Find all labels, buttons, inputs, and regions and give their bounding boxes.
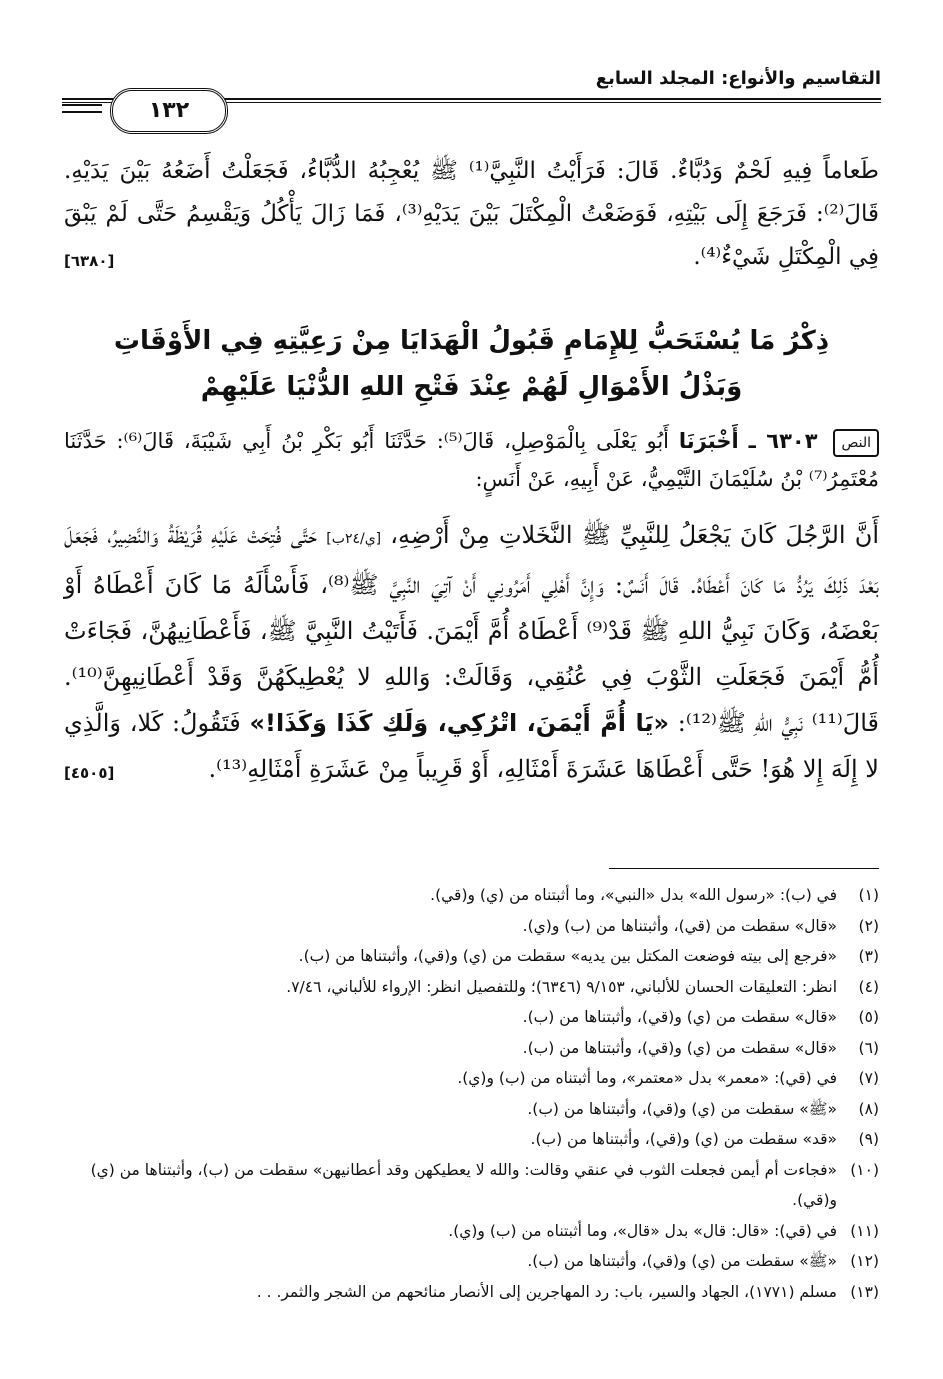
prophet-quote: «يَا أُمَّ أَيْمَنَ، اتْرُكِي، وَلَكِ كَذَا وَكَذَا!»: [249, 709, 670, 737]
footnote-separator: [609, 868, 879, 869]
section-heading-line-1: ذِكْرُ مَا يُسْتَحَبُّ لِلإِمَامِ قَبُولُ الْهَدَايَا مِنْ رَعِيَّتِهِ فِي الأَوْقَاتِ: [113, 326, 830, 356]
footnote: (٧) في (قي): «معمر» بدل «معتمر»، وما أثبتناه من (ب) و(ي).: [457, 1069, 879, 1087]
footnote: (٩) «قد» سقطت من (ي) و(قي)، وأثبتناها من (ب).: [530, 1130, 879, 1148]
footnote: (٤) انظر: التعليقات الحسان للألباني، ٩/١٥٣ (٦٣٤٦)؛ وللتفصيل انظر: الإرواء للألباني، ٧/٤٦.: [286, 977, 879, 996]
matn-part-3: فَتَقُولُ: كَلا، وَالَّذِي لا إِلَهَ إِلا هُوَ! حَتَّى أَعْطَاهَا عَشَرَةَ أَمْثَالِهِ، أَوْ قَرِيباً مِنْ عَشَرَةِ أَمْثَالِهِ⁽¹³⁾.: [64, 709, 879, 783]
manuscript-ref: [ي/٢٤ب]: [326, 531, 382, 547]
text-stamp-icon: النص: [833, 429, 879, 457]
footnote: (١) في (ب): «رسول الله» بدل «النبي»، وما أثبتناه من (ي) و(قي).: [430, 886, 879, 904]
footnote: (٦) «قال» سقطت من (ي) و(قي)، وأثبتناها من (ب).: [522, 1038, 879, 1057]
footnote: (١٢) «ﷺ» سقطت من (ي) و(قي)، وأثبتناها من (ب).: [527, 1252, 879, 1270]
hadith-akhbarana: أَخْبَرَنَا: [678, 429, 739, 453]
header-rule-left-upper: [62, 104, 102, 106]
page-header: [62, 66, 881, 136]
top-paragraph: [64, 150, 879, 283]
footnote: (٥) «قال» سقطت من (ي) و(قي)، وأثبتناها من (ب).: [522, 1008, 879, 1026]
section-heading-line-2: وَبَذْلُ الأَمْوَالِ لَهُمْ عِنْدَ فَتْحِ اللهِ الدُّنْيَا عَلَيْهِمْ: [200, 372, 743, 402]
page-number: ١٣٢: [110, 88, 228, 134]
top-paragraph-ref: [٦٣٨٠]: [64, 252, 115, 270]
section-heading: [64, 318, 879, 410]
footnote: (٣) «فرجع إلى بيته فوضعت المكتل بين يديه» سقطت من (ي) و(قي)، وأثبتناها من (ب).: [298, 947, 879, 965]
hadith-matn: [64, 512, 879, 796]
running-title: التقاسيم والأنواع: المجلد السابع: [595, 68, 881, 89]
footnote: (٢) «قال» سقطت من (قي)، وأثبتناها من (ب) و(ي).: [522, 916, 879, 935]
hadith-isnad: [64, 422, 879, 498]
footnote: (٨) «ﷺ» سقطت من (ي) و(قي)، وأثبتناها من (ب).: [527, 1099, 879, 1118]
footnote: (١١) في (قي): «قال: قال» بدل «قال»، وما أثبتناه من (ب) و(ي).: [448, 1221, 879, 1240]
matn-part-1: أَنَّ الرَّجُلَ كَانَ يَجْعَلُ لِلنَّبِيِّ ﷺ النَّخَلاتِ مِنْ أَرْضِهِ،: [390, 521, 880, 549]
hadith-ref: [٤٥٠٥]: [64, 764, 115, 782]
footnote: (١٠) «فجاءت أم أيمن فجعلت الثوب في عنقي وقالت: والله لا يعطيكهن وقد أعطانيهن» سقطت من (ب)، وأثبتناها من (ي) و(قي).: [90, 1160, 879, 1209]
footnote: (١٣) مسلم (١٧٧١)، الجهاد والسير، باب: رد المهاجرين إلى الأنصار منائحهم من الشجر والثمر. . .: [256, 1282, 879, 1301]
header-rule-left-lower: [62, 111, 102, 113]
matn-part-2: حَتَّى فُتِحَتْ عَلَيْهِ قُرَيْظَةُ وَالنَّضِيرُ، فَجَعَلَ بَعْدَ ذَلِكَ يَرُدُّ مَا كَانَ أَعْطَاهُ. قَالَ أَنَسٌ: وَإِنَّ أَهْلِي أَمَرُونِي أَنْ آتِيَ النَّبِيَّ ﷺ⁽⁸⁾، فَأَسْأَلَهُ مَا كَانَ أَعْطَاهُ أَوْ بَعْضَهُ، وَكَانَ نَبِيُّ اللهِ ﷺ قَدْ⁽⁹⁾ أَعْطَاهُ أُمَّ أَيْمَنَ. فَأَتَيْتُ النَّبِيَّ ﷺ، فَأَعْطَانِيهُنَّ، فَجَاءَتْ أُمُّ أَيْمَنَ فَجَعَلَتِ الثَّوْبَ فِي عُنُقِي، وَقَالَتْ: وَاللهِ لا يُعْطِيكَهُنَّ وَقَدْ أَعْطَانِيهِنَّ⁽¹⁰⁾. قَالَ⁽¹¹⁾ نَبِيُّ اللهِ ﷺ⁽¹²⁾:: [64, 521, 880, 737]
footnotes: [64, 880, 879, 1307]
top-paragraph-text: طَعاماً فِيهِ لَحْمٌ وَدُبَّاءٌ. قَالَ: فَرَأَيْتُ النَّبِيَّ⁽¹⁾ ﷺ يُعْجِبُهُ الدُّبَّاءُ، فَجَعَلْتُ أَضَعُهُ بَيْنَ يَدَيْهِ. قَالَ⁽²⁾: فَرَجَعَ إِلَى بَيْتِهِ، فَوَضَعْتُ الْمِكْتَلَ بَيْنَ يَدَيْهِ⁽³⁾، فَمَا زَالَ يَأْكُلُ وَيَقْسِمُ حَتَّى لَمْ يَبْقَ فِي الْمِكْتَلِ شَيْءٌ⁽⁴⁾.: [64, 158, 880, 270]
hadith-number: ٦٣٠٣ ـ: [748, 429, 818, 453]
hadith-isnad-text: أَبُو يَعْلَى بِالْمَوْصِلِ، قَالَ⁽⁵⁾: حَدَّثَنَا أَبُو بَكْرِ بْنُ أَبِي شَيْبَةَ، قَالَ⁽⁶⁾: حَدَّثَنَا مُعْتَمِرُ⁽⁷⁾ بْنُ سُلَيْمَانَ التَّيْمِيُّ، عَنْ أَبِيهِ، عَنْ أَنَسٍ:: [64, 429, 879, 491]
